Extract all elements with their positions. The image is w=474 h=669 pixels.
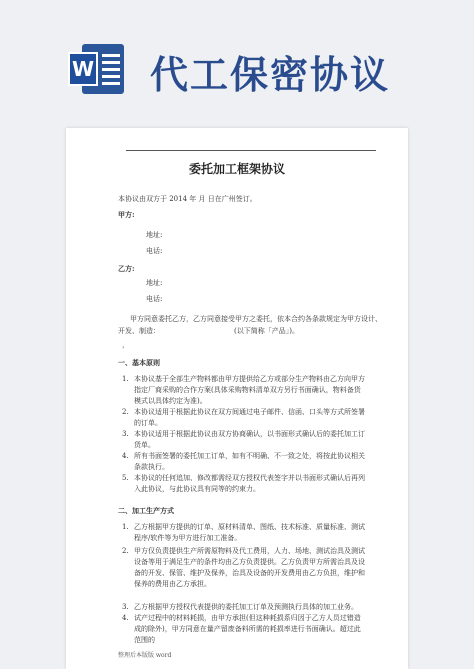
- banner-title: 代工保密协议: [150, 53, 391, 97]
- party-a-phone: 电话:: [146, 247, 163, 255]
- document-page: [66, 128, 408, 669]
- party-a-address: 地址:: [146, 231, 163, 239]
- stray-mark: ，: [122, 341, 129, 349]
- list-item: 乙方根据甲方授权代表提供的委托加工订单及预测执行具体的加工业务。: [134, 603, 358, 611]
- section-1-title: 一、基本原则: [118, 358, 160, 367]
- document-title: 委托加工框架协议: [188, 162, 285, 176]
- list-item: 所有书面签署的委托加工订单，如有不明确、不一致之处，将按此协议相关条款执行。: [134, 452, 365, 471]
- list-item-number: 1.: [122, 375, 129, 383]
- list-item: 本协议适用于根据此协议在双方间通过电子邮件、信函、口头等方式所签署的订单。: [134, 408, 365, 427]
- list-item: 本协议基于全部生产物料都由甲方提供给乙方或部分生产物料由乙方向甲方指定厂商采购的合作方案(具体采购物料清单双方另行书面确认，物料备货模式以具体约定为准)。: [134, 375, 365, 405]
- list-item-number: 1.: [122, 523, 129, 531]
- list-item-number: 4.: [122, 452, 129, 460]
- list-item-number: 3.: [122, 430, 129, 438]
- party-a-label: 甲方:: [118, 210, 135, 219]
- list-item: 甲方仅负责提供生产所需原物料及代工费用，人力、场地、测试治具及测试设备等用于满足生产的条件均由乙方负责提供。乙方负责甲方所需治具及设备的开发、保管、维护及保养，治具及设备的开发费用由乙方负担，维护和保养的费用由乙方承担。: [134, 547, 365, 588]
- intro-line: 本协议由双方于 2014 年 月 日在广州签订。: [118, 195, 257, 203]
- word-icon-letter: W: [68, 52, 98, 86]
- list-item-number: 3.: [122, 603, 129, 611]
- preamble-line-2: 开发、制造：: [118, 327, 160, 335]
- title-banner: [0, 0, 474, 118]
- list-item: 试产过程中的材料耗损，由甲方承担(但这种耗损系归因于乙方人员过错造成的除外)，甲方同意在量产留废备料所需的耗损率进行书面确认。超过此范围的: [134, 614, 361, 644]
- header-rule: [126, 150, 376, 151]
- list-item: 本协议的任何追加、修改都需经双方授权代表签字并以书面形式确认后再列入此协议，与此协议具有同等的约束力。: [134, 474, 365, 493]
- page-footer: 整理后本版版 word: [118, 652, 172, 659]
- word-document-icon: [68, 40, 128, 98]
- party-b-address: 地址:: [146, 279, 163, 287]
- party-b-label: 乙方:: [118, 264, 135, 273]
- list-item-number: 4.: [122, 614, 129, 622]
- preamble-line-3: (以下简称「产品」)。: [234, 327, 299, 335]
- party-b-phone: 电话:: [146, 295, 163, 303]
- list-item: 乙方根据甲方提供的订单、原材料清单、图纸、技术标准、质量标准、测试程序/软件等为甲方进行加工准备。: [134, 523, 365, 542]
- list-item: 本协议适用于根据此协议由双方协商确认，以书面形式确认后的委托加工订货单。: [134, 430, 365, 449]
- list-item-number: 5.: [122, 474, 129, 482]
- section-2-title: 二、加工生产方式: [118, 506, 174, 515]
- list-item-number: 2.: [122, 408, 129, 416]
- preamble-line-1: 甲方同意委托乙方，乙方同意接受甲方之委托，依本合约各条款规定为甲方设计、: [130, 315, 382, 323]
- list-item-number: 2.: [122, 547, 129, 555]
